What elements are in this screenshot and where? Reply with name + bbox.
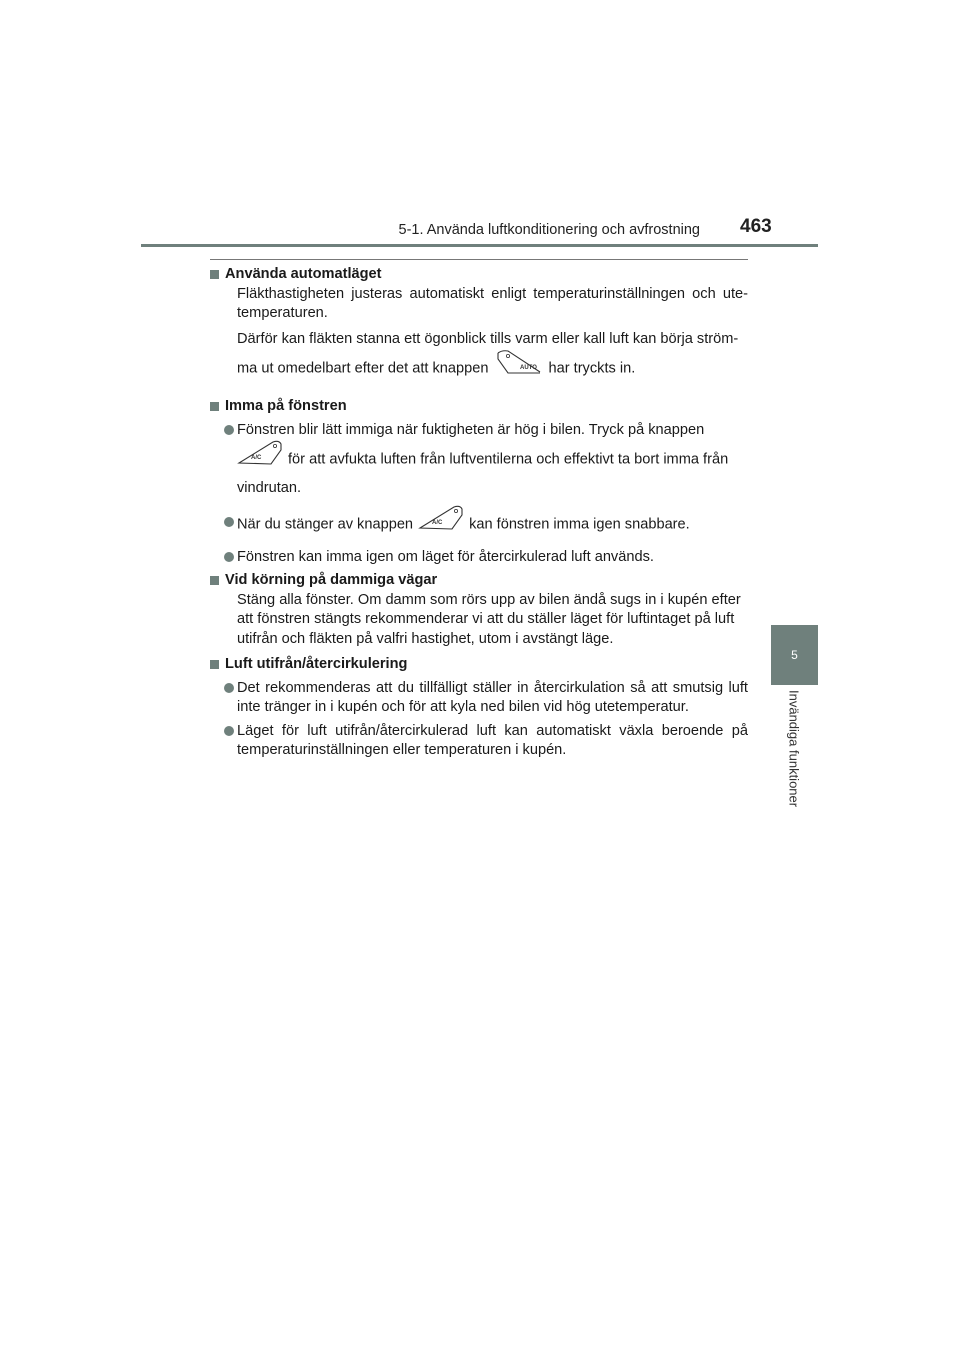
recirc-bullet-1 (210, 679, 748, 718)
auto-paragraph-3 (210, 349, 748, 388)
dust-paragraph: Stäng alla fönster. Om damm som rörs upp av bilen ändå sugs in i kupén efter att fönstren stängts rekommenderar vi att du ställer läget för luftintaget på luft utifrån och fläkten på valfri hastighet, utom i avstängt läge. (237, 591, 741, 647)
recirc-bullet-2-text: Läget för luft utifrån/återcirkulerad luft kan automatiskt växla beroende på temperaturinställningen eller temperaturen i kupén. (237, 722, 748, 758)
page-content (210, 265, 748, 761)
fog-bullet-3-text: Fönstren kan imma igen om läget för återcirkulerad luft används. (237, 548, 654, 565)
chapter-tab (771, 625, 818, 685)
ac-button-label: A/C (251, 455, 262, 461)
fog-bullet-1-line-1: Fönstren blir lätt immiga när fuktigheten är hög i bilen. Tryck på knappen (237, 421, 705, 438)
header-section-title: 5-1. Använda luftkonditionering och avfrostning (398, 222, 700, 238)
recirc-bullet-2 (210, 722, 748, 761)
ac-button-icon (237, 440, 283, 479)
fog-bullet-1-line-3: vindrutan. (237, 480, 302, 496)
chapter-title: Invändiga funktioner (786, 690, 802, 808)
bullet-dot (224, 683, 234, 693)
bullet-dot (224, 425, 234, 435)
fog-bullet-3 (210, 548, 748, 568)
auto-paragraph-2: Därför kan fläkten stanna ett ögonblick tills varm eller kall luft kan börja ström- (237, 330, 739, 347)
auto-paragraph-3-start: ma ut omedelbart efter det att knappen (237, 360, 489, 377)
ac-button-label-2: A/C (432, 519, 443, 526)
auto-button-icon (494, 349, 544, 388)
fog-bullet-1-line-2 (237, 440, 748, 479)
ac-button-icon-2 (418, 505, 464, 544)
bullet-dot (224, 552, 234, 562)
bullet-dot (224, 726, 234, 736)
auto-button-label: AUTO (519, 365, 537, 371)
fog-bullet-2 (210, 505, 748, 544)
heading-auto-mode: Använda automatläget (210, 265, 748, 285)
header-rule (141, 244, 818, 247)
bullet-dot (224, 517, 234, 527)
fog-bullet-1 (210, 421, 748, 499)
chapter-number: 5 (791, 648, 798, 662)
auto-paragraph-1: Fläkthastigheten justeras automatiskt enligt temperaturinställningen och ute-temperaturen. (237, 285, 748, 321)
fog-bullet-1-line-2-text: för att avfukta luften från luftventilerna och effektivt ta bort imma från (288, 451, 729, 468)
heading-window-fog: Imma på fönstren (210, 397, 748, 417)
page-number: 463 (740, 216, 772, 237)
auto-paragraph-3-end: har tryckts in. (548, 360, 636, 377)
heading-recirculation: Luft utifrån/återcirkulering (210, 655, 748, 675)
recirc-bullet-1-text: Det rekommenderas att du tillfälligt ställer in återcirkulation så att smutsig luft inte tränger in i kupén och för att kyla ned bilen vid hög utetemperatur. (237, 679, 748, 715)
heading-dusty-roads: Vid körning på dammiga vägar (210, 571, 748, 591)
fog-bullet-2-start: När du stänger av knappen (237, 515, 414, 532)
fog-bullet-2-end: kan fönstren imma igen snabbare. (469, 515, 690, 532)
section-rule (210, 259, 748, 260)
